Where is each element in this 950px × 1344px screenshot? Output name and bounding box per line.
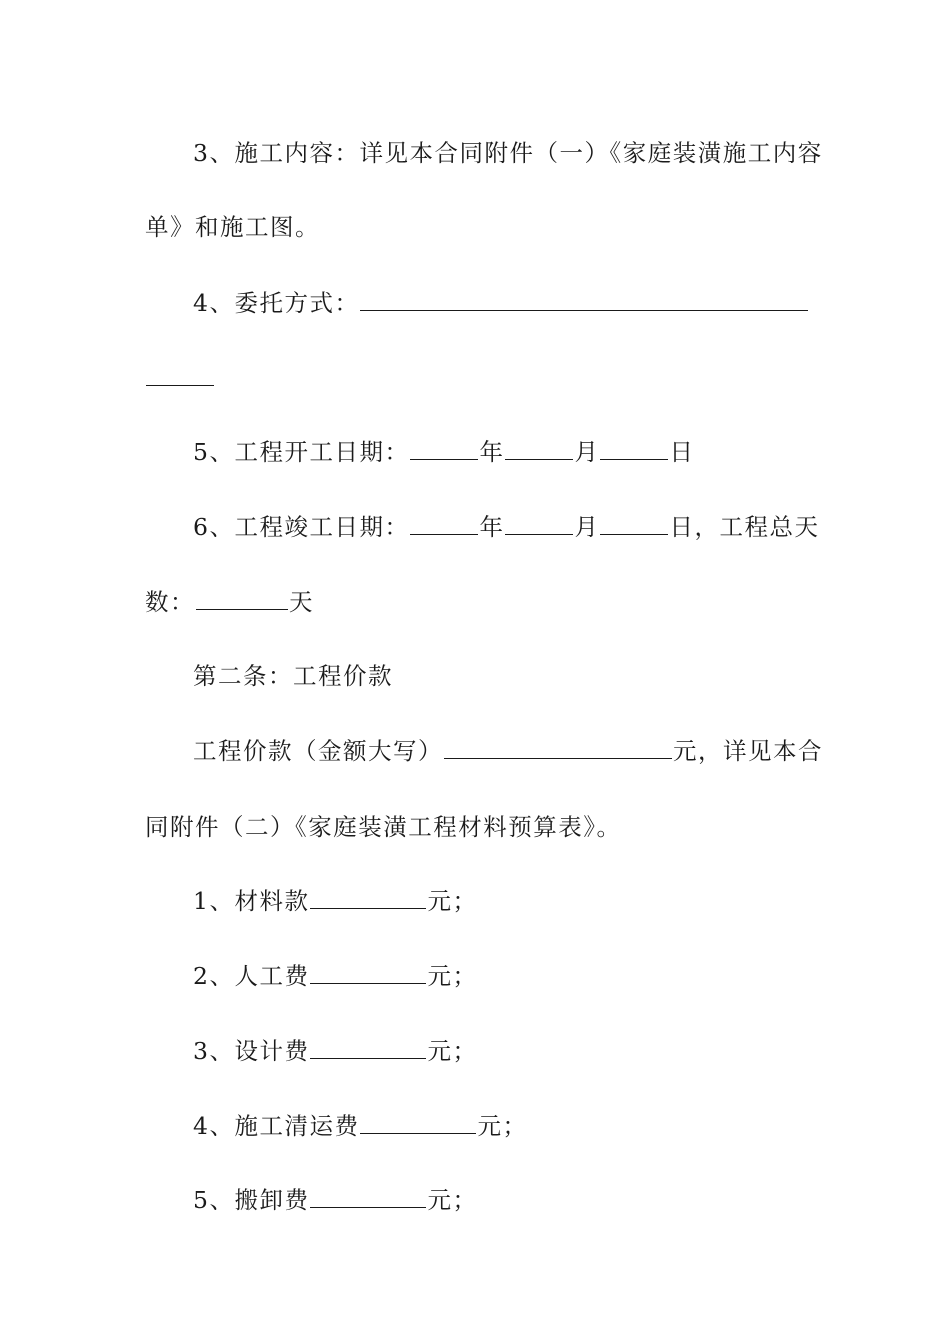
- month-unit: 月: [574, 438, 600, 466]
- item4-label: 4、委托方式：: [193, 289, 360, 317]
- fee-material-line: [193, 886, 477, 916]
- fee-labor-label: 2、人工费: [193, 962, 310, 990]
- yuan-unit: 元；: [427, 1186, 478, 1214]
- price-label: 工程价款（金额大写）: [193, 737, 443, 765]
- start-year-blank[interactable]: [410, 439, 478, 460]
- yuan-unit: 元；: [427, 1037, 478, 1065]
- days-label: 数：: [145, 588, 195, 616]
- fee-labor-blank[interactable]: [310, 963, 426, 984]
- fee-design-line: [193, 1036, 477, 1066]
- fee-design-blank[interactable]: [310, 1038, 426, 1059]
- start-day-blank[interactable]: [600, 439, 668, 460]
- fee-labor-line: [193, 961, 477, 991]
- price-line1: [193, 736, 823, 766]
- item4-line1: [193, 288, 809, 318]
- start-month-blank[interactable]: [505, 439, 573, 460]
- fee-moving-label: 5、搬卸费: [193, 1186, 310, 1214]
- fee-cleanup-line: [193, 1111, 527, 1141]
- end-day-blank[interactable]: [600, 514, 668, 535]
- article2-title: 第二条：工程价款: [193, 662, 393, 690]
- price-text-cont: 同附件（二）《家庭装潢工程材料预算表》。: [145, 813, 622, 841]
- item3-text-cont: 单》和施工图。: [145, 213, 320, 241]
- item4-line2: [145, 363, 215, 393]
- fee-moving-blank[interactable]: [310, 1187, 426, 1208]
- item5-line: [193, 437, 694, 467]
- yuan-unit: 元；: [477, 1112, 528, 1140]
- yuan-unit: 元；: [427, 962, 478, 990]
- item6-line1: [193, 512, 819, 542]
- fee-material-blank[interactable]: [310, 888, 426, 909]
- end-year-blank[interactable]: [410, 514, 478, 535]
- item3-line2: [145, 212, 320, 242]
- fee-cleanup-blank[interactable]: [360, 1113, 476, 1134]
- item6-line2: [145, 587, 314, 617]
- item3-line1: [193, 138, 823, 168]
- item5-label: 5、工程开工日期：: [193, 438, 410, 466]
- yuan-unit: 元；: [427, 887, 478, 915]
- total-days-blank[interactable]: [196, 589, 288, 610]
- year-unit: 年: [479, 513, 505, 541]
- fee-cleanup-label: 4、施工清运费: [193, 1112, 360, 1140]
- fee-design-label: 3、设计费: [193, 1037, 310, 1065]
- month-unit: 月: [574, 513, 600, 541]
- price-tail: 元，详见本合: [673, 737, 823, 765]
- price-line2: [145, 812, 622, 842]
- price-amount-blank[interactable]: [444, 738, 672, 759]
- year-unit: 年: [479, 438, 505, 466]
- fee-material-label: 1、材料款: [193, 887, 310, 915]
- fee-moving-line: [193, 1185, 477, 1215]
- item3-text: 3、施工内容：详见本合同附件（一）《家庭装潢施工内容: [193, 139, 823, 167]
- day-count-unit: 天: [289, 588, 314, 616]
- item6-label: 6、工程竣工日期：: [193, 513, 410, 541]
- end-month-blank[interactable]: [505, 514, 573, 535]
- delegation-method-blank[interactable]: [360, 290, 808, 311]
- day-unit: 日: [669, 438, 695, 466]
- article2-heading: [193, 661, 393, 691]
- item6-total-text: 日，工程总天: [669, 513, 820, 541]
- delegation-method-blank-cont[interactable]: [146, 365, 214, 386]
